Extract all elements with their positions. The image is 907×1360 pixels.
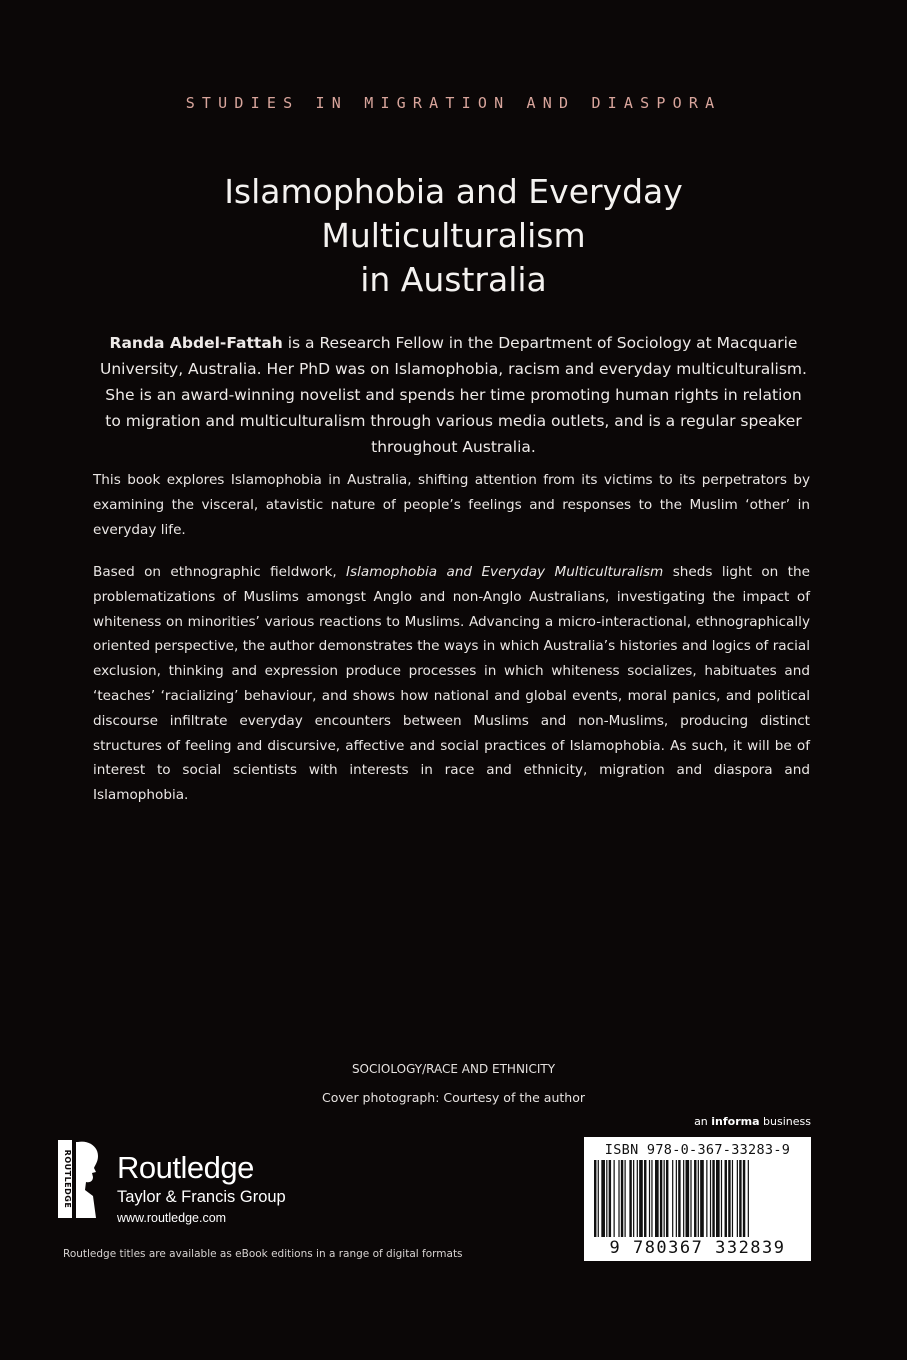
barcode-bar — [690, 1160, 691, 1242]
barcode-bar — [598, 1160, 599, 1242]
barcode-bar — [737, 1160, 738, 1242]
cover-credit: Cover photograph: Courtesy of the author — [321, 1090, 586, 1105]
book-title-line-3: in Australia — [360, 260, 547, 299]
barcode-bar — [614, 1160, 615, 1242]
barcode-bar — [678, 1160, 680, 1242]
barcode-bar — [683, 1160, 684, 1242]
barcode-bar — [721, 1160, 722, 1242]
series-title: STUDIES IN MIGRATION AND DIASPORA — [185, 94, 722, 112]
description-paragraph-2 — [93, 560, 810, 808]
barcode-bar — [712, 1160, 714, 1242]
barcode-bar — [609, 1160, 611, 1242]
barcode-bar — [633, 1160, 634, 1242]
barcode-bar — [649, 1160, 650, 1242]
barcode-bar — [655, 1160, 659, 1242]
barcode-bar — [601, 1160, 605, 1242]
barcode-bar — [716, 1160, 720, 1242]
description-p2-prefix: Based on ethnographic fieldwork, — [93, 564, 347, 580]
barcode-bar — [728, 1160, 730, 1242]
barcode-bar — [637, 1160, 638, 1242]
barcode-bar — [594, 1160, 596, 1242]
isbn-digits: 9 780367 332839 — [584, 1237, 811, 1259]
barcode-bar — [706, 1160, 707, 1242]
ebook-note: Routledge titles are available as eBook editions in a range of digital formats — [63, 1248, 463, 1260]
book-title-line-2: Multiculturalism — [321, 216, 586, 255]
barcode-bar — [743, 1160, 745, 1242]
informa-prefix: an — [694, 1115, 712, 1128]
routledge-head-logo-icon — [58, 1140, 104, 1218]
barcode-bar — [725, 1160, 727, 1242]
book-title — [0, 170, 907, 302]
isbn-label: ISBN 978-0-367-33283-9 — [604, 1142, 791, 1158]
barcode-bar — [625, 1160, 626, 1242]
barcode-bar — [606, 1160, 607, 1242]
informa-brand: informa — [711, 1115, 760, 1128]
barcode-bar — [672, 1160, 673, 1242]
barcode-bar — [660, 1160, 662, 1242]
publisher-name: Routledge — [117, 1150, 254, 1185]
informa-business-tag — [694, 1115, 811, 1128]
barcode-bar — [651, 1160, 652, 1242]
barcode-bar — [732, 1160, 733, 1242]
description-p2-rest: sheds light on the problematizations of Muslims amongst Anglo and non-Anglo Australians, investigating the impact of whiteness on minorities’ various reactions to Muslims. Advancing a micro-interactional, ethnographically oriented perspective, the author demonstrates the ways in which Australia’s histories and logics of racial exclusion, thinking and expression produce processes in which whiteness socializes, habituates and ‘teaches’ ‘racializing’ behaviour, and shows how national and global events, moral panics, and political discourse infiltrate everyday encounters between Muslims and non-Muslims, producing distinct structures of feeling and discursive, affective and social practices of Islamophobia. As such, it will be of interest to social scientists with interests in race and ethnicity, migration and diaspora and Islamophobia. — [93, 564, 810, 804]
barcode-bar — [700, 1160, 704, 1242]
routledge-vertical-mark: ROUTLEDGE — [63, 1149, 72, 1209]
barcode-bar — [639, 1160, 643, 1242]
isbn-barcode — [584, 1137, 811, 1261]
barcode-bar — [698, 1160, 699, 1242]
barcode-bar — [676, 1160, 677, 1242]
description-p2-book-title: Islamophobia and Everyday Multiculturalism — [346, 564, 664, 580]
barcode-bar — [621, 1160, 623, 1242]
barcode-bar — [664, 1160, 665, 1242]
author-bio-text: is a Research Fellow in the Department of Sociology at Macquarie University, Australia. Her PhD was on Islamophobia, racism and everyday multiculturalism. She is an award-winning novelist and spends her time promoting human rights in relation to migration and multiculturalism through various media outlets, and is a regular speaker throughout Australia. — [100, 334, 807, 456]
author-bio — [100, 330, 807, 460]
author-name: Randa Abdel-Fattah — [109, 334, 283, 352]
barcode-bar — [739, 1160, 741, 1242]
barcode-bar — [629, 1160, 631, 1242]
publisher-url[interactable]: www.routledge.com — [117, 1211, 227, 1225]
barcode-bar — [686, 1160, 690, 1242]
subject-category: SOCIOLOGY/RACE AND ETHNICITY — [351, 1062, 556, 1076]
barcode-bar — [694, 1160, 696, 1242]
barcode-bar — [710, 1160, 711, 1242]
publisher-group: Taylor & Francis Group — [117, 1188, 286, 1206]
barcode-bar — [618, 1160, 619, 1242]
barcode-bar — [748, 1160, 749, 1242]
informa-suffix: business — [759, 1115, 811, 1128]
book-title-line-1: Islamophobia and Everyday — [224, 172, 683, 211]
barcode-bars — [588, 1160, 807, 1242]
description-paragraph-1: This book explores Islamophobia in Australia, shifting attention from its victims to its perpetrators by examining the visceral, atavistic nature of people’s feelings and responses to the Muslim ‘other’ in everyday life. — [93, 472, 810, 538]
barcode-bar — [666, 1160, 668, 1242]
barcode-bar — [644, 1160, 646, 1242]
